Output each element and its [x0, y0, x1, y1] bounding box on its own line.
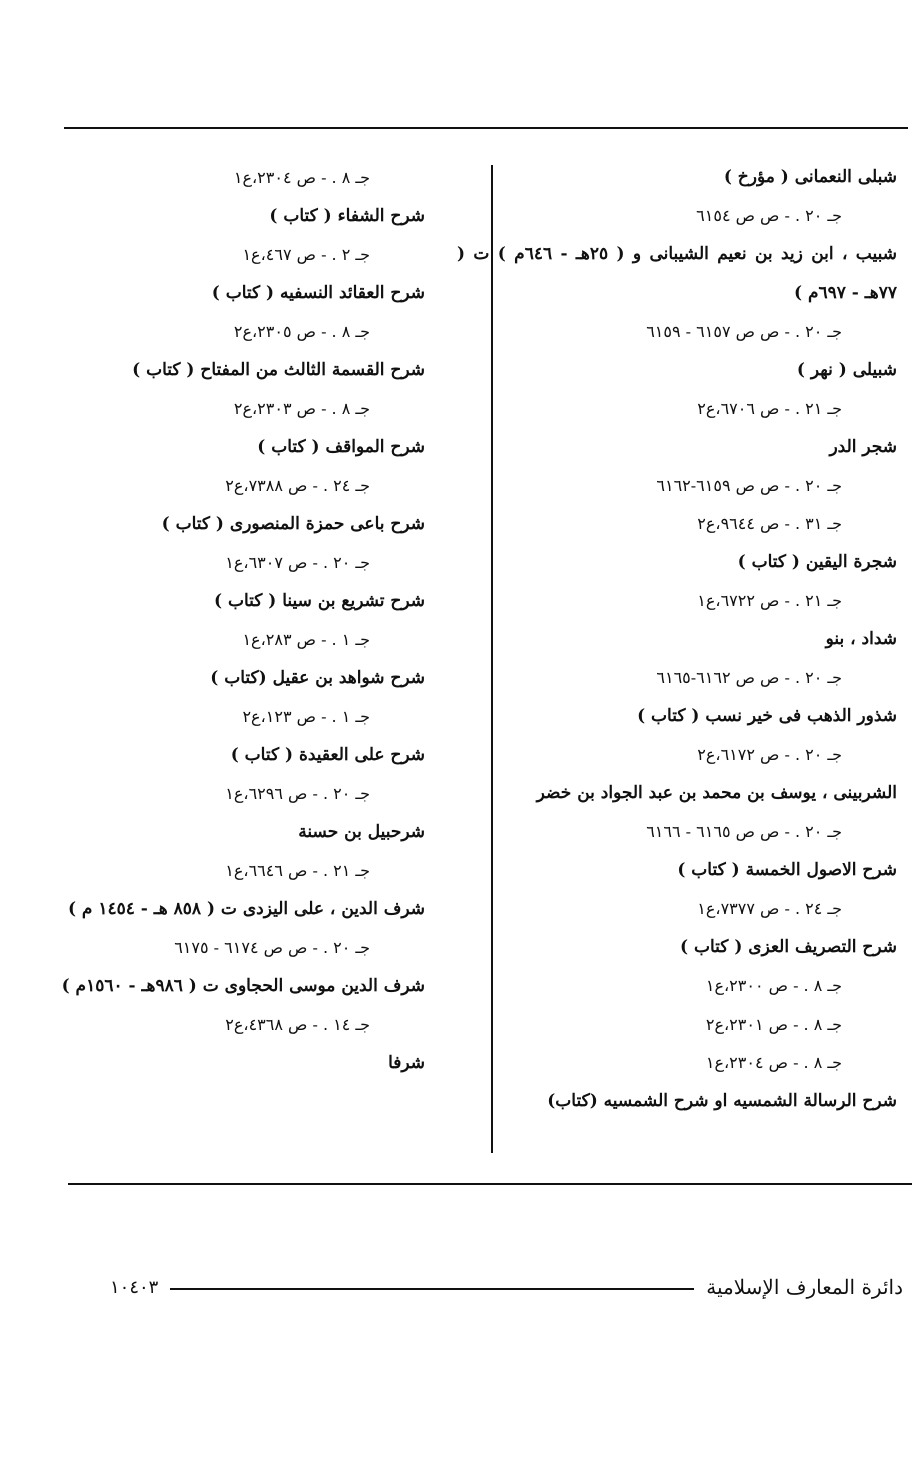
index-reference: جـ ٢١ . - ص ٦٧٠٦،ع٢ — [697, 398, 842, 418]
index-entry: الشربينى ، يوسف بن محمد بن عبد الجواد بن خضر — [536, 783, 897, 803]
index-entry: شرح باعى حمزة المنصورى ( كتاب ) — [161, 513, 425, 534]
index-reference: جـ ٣١ . - ص ٩٦٤٤،ع٢ — [697, 514, 842, 534]
index-entry: شرح العقائد النسفيه ( كتاب ) — [211, 282, 425, 303]
footer-title: دائرة المعارف الإسلامية — [706, 1275, 903, 1299]
index-entry: شبلى النعمانى ( مؤرخ ) — [723, 167, 897, 188]
index-entry: شرح الرسالة الشمسيه او شرح الشمسيه (كتاب) — [547, 1091, 897, 1112]
index-entry: شرح تشريع بن سينا ( كتاب ) — [213, 590, 425, 611]
index-reference: جـ ٨ . - ص ٢٣٠٥،ع٢ — [233, 321, 370, 341]
index-reference: جـ ٢١ . - ص ٦٦٤٦،ع١ — [225, 860, 370, 880]
index-entry: شرفا — [388, 1052, 425, 1073]
bottom-rule — [68, 1183, 912, 1185]
index-reference: جـ ٨ . - ص ٢٣٠٤،ع١ — [705, 1053, 842, 1073]
index-entry: شبيب ، ابن زيد بن نعيم الشيبانى و ( ٢٥هـ - ٦٤٦م ) ت ( ٧٧هـ - ٦٩٧م ) — [457, 244, 898, 303]
index-column-left — [10, 158, 425, 1082]
index-entry: شجر الدر — [829, 436, 897, 457]
index-entry: شداد ، بنو — [825, 629, 897, 650]
index-reference: جـ ٢٠ . - ص ص ٦١٧٤ - ٦١٧٥ — [174, 937, 370, 957]
index-reference: جـ ٢٠ . - ص ٦٢٩٦،ع١ — [225, 783, 370, 803]
index-entry: شجرة اليقين ( كتاب ) — [737, 552, 897, 573]
index-reference: جـ ٢٠ . - ص ص ٦١٥٤ — [696, 206, 842, 226]
index-entry: شرح القسمة الثالث من المفتاح ( كتاب ) — [132, 359, 425, 380]
footer-leader-line — [170, 1288, 694, 1290]
index-reference: جـ ٢ . - ص ٤٦٧،ع١ — [242, 244, 370, 264]
index-reference: جـ ٨ . - ص ٢٣٠٣،ع٢ — [233, 398, 370, 418]
index-reference: جـ ٢١ . - ص ٦٧٢٢،ع١ — [697, 591, 842, 611]
index-entry: شرح الاصول الخمسة ( كتاب ) — [677, 860, 897, 881]
index-entry: شبيلى ( نهر ) — [796, 359, 897, 380]
index-entry: شرح الشفاء ( كتاب ) — [269, 205, 425, 226]
index-reference: جـ ١٤ . - ص ٤٣٦٨،ع٢ — [225, 1014, 370, 1034]
index-reference: جـ ٢٠ . - ص ص ٦١٦٥ - ٦١٦٦ — [646, 822, 842, 842]
index-reference: جـ ٨ . - ص ٢٣٠٠،ع١ — [705, 976, 842, 996]
page-number: ١٠٤٠٣ — [110, 1276, 159, 1298]
index-reference: جـ ٢٠ . - ص ٦١٧٢،ع٢ — [697, 745, 842, 765]
index-reference: جـ ٢٤ . - ص ٧٣٧٧،ع١ — [697, 899, 842, 919]
index-reference: جـ ٨ . - ص ٢٣٠١،ع٢ — [705, 1014, 842, 1034]
index-entry: شرف الدين ، على اليزدى ت ( ٨٥٨ هـ - ١٤٥٤ م ) — [67, 898, 425, 919]
index-reference: جـ ٢٠ . - ص ص ٦١٦٢-٦١٦٥ — [656, 668, 842, 688]
index-reference: جـ ١ . - ص ١٢٣،ع٢ — [242, 706, 370, 726]
index-column-right — [457, 158, 897, 1121]
index-reference: جـ ٢٠ . - ص ٦٣٠٧،ع١ — [225, 552, 370, 572]
top-rule — [64, 127, 908, 129]
index-entry: شرح شواهد بن عقيل (كتاب ) — [210, 667, 425, 688]
index-entry: شرح التصريف العزى ( كتاب ) — [680, 937, 897, 958]
index-reference: جـ ٢٠ . - ص ص ٦١٥٧ - ٦١٥٩ — [646, 321, 842, 341]
index-reference: جـ ٢٠ . - ص ص ٦١٥٩-٦١٦٢ — [656, 475, 842, 495]
index-entry: شرح المواقف ( كتاب ) — [257, 436, 425, 457]
index-entry: شرحبيل بن حسنة — [298, 821, 425, 842]
index-reference: جـ ١ . - ص ٢٨٣،ع١ — [242, 629, 370, 649]
page-footer — [110, 1272, 903, 1302]
index-reference: جـ ٨ . - ص ٢٣٠٤،ع١ — [233, 167, 370, 187]
index-entry: شذور الذهب فى خير نسب ( كتاب ) — [637, 706, 897, 727]
index-reference: جـ ٢٤ . - ص ٧٣٨٨،ع٢ — [225, 475, 370, 495]
index-entry: شرح على العقيدة ( كتاب ) — [230, 744, 425, 765]
index-entry: شرف الدين موسى الحجاوى ت ( ٩٨٦هـ - ١٥٦٠م ) — [61, 975, 425, 996]
